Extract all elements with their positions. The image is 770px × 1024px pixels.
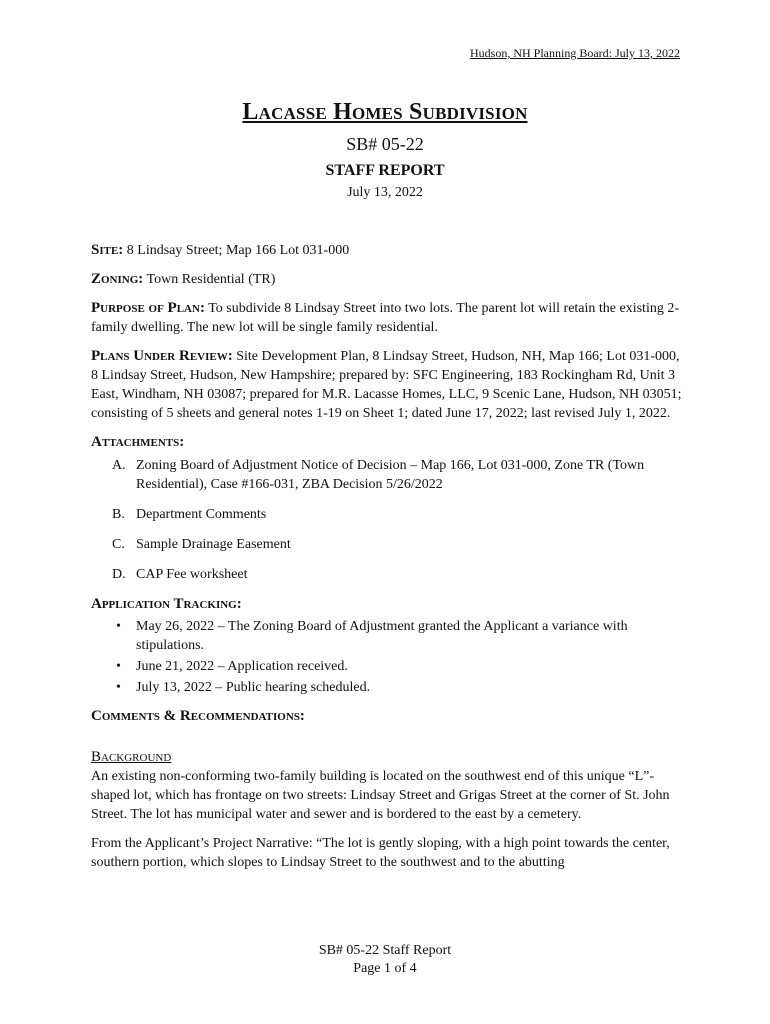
list-item-text: July 13, 2022 – Public hearing scheduled. xyxy=(136,680,371,695)
list-item-text: May 26, 2022 – The Zoning Board of Adjustment granted the Applicant a variance with stipulations. xyxy=(136,619,628,653)
purpose-label: Purpose of Plan: xyxy=(91,300,205,316)
narrative-paragraph: From the Applicant’s Project Narrative: “The lot is gently sloping, with a high point towards the center, southern portion, which slopes to Lindsay Street to the southwest and to the abutting xyxy=(91,836,670,870)
site-text: 8 Lindsay Street; Map 166 Lot 031-000 xyxy=(123,243,350,258)
plans-paragraph xyxy=(91,347,686,423)
list-item-text: CAP Fee worksheet xyxy=(136,567,248,582)
purpose-text: To subdivide 8 Lindsay Street into two lots. The parent lot will retain the existing 2-family dwelling. The new lot will be single family residential. xyxy=(91,301,679,335)
bullet-icon: • xyxy=(116,659,121,674)
report-body xyxy=(91,241,686,882)
report-date: July 13, 2022 xyxy=(347,185,423,200)
list-item-text: June 21, 2022 – Application received. xyxy=(136,659,348,674)
page-title: Lacasse Homes Subdivision xyxy=(242,99,528,125)
list-marker: B. xyxy=(112,507,125,522)
page-number: Page 1 of 4 xyxy=(353,961,417,976)
site-paragraph xyxy=(91,241,686,260)
list-item xyxy=(112,535,686,554)
list-marker: C. xyxy=(112,537,125,552)
list-item xyxy=(112,505,686,524)
tracking-list xyxy=(91,617,686,697)
plans-text: Site Development Plan, 8 Lindsay Street, Hudson, NH, Map 166; Lot 031-000, 8 Lindsay Street, Hudson, New Hampshire; prepared by: SFC Engineering, 183 Rockingham Rd, Unit 3 East, Windham, NH 03087; prepared for M.R. Lacasse Homes, LLC, 9 Scenic Lane, Hudson, NH 03051; consisting of 5 sheets and general notes 1-19 on Sheet 1; dated June 17, 2022; last revised July 1, 2022. xyxy=(91,349,682,421)
zoning-paragraph xyxy=(91,270,686,289)
attachments-list xyxy=(91,456,686,584)
list-item xyxy=(112,565,686,584)
site-label: Site: xyxy=(91,242,124,258)
zoning-text: Town Residential (TR) xyxy=(143,272,276,287)
comments-heading: Comments & Recommendations: xyxy=(91,708,305,724)
list-item xyxy=(116,617,686,655)
tracking-label: Application Tracking: xyxy=(91,596,242,612)
list-marker: A. xyxy=(112,458,126,473)
list-item-text: Zoning Board of Adjustment Notice of Decision – Map 166, Lot 031-000, Zone TR (Town Residential), Case #166-031, ZBA Decision 5/26/2022 xyxy=(136,458,645,492)
zoning-label: Zoning: xyxy=(91,271,144,287)
list-item-text: Sample Drainage Easement xyxy=(136,537,291,552)
list-item xyxy=(112,456,686,494)
list-marker: D. xyxy=(112,567,126,582)
bullet-icon: • xyxy=(116,619,121,634)
attachments-section xyxy=(91,433,686,584)
list-item xyxy=(116,678,686,697)
plans-label: Plans Under Review: xyxy=(91,348,233,364)
page-footer xyxy=(0,942,770,978)
tracking-section xyxy=(91,595,686,697)
purpose-paragraph xyxy=(91,299,686,337)
report-type: STAFF REPORT xyxy=(325,162,445,179)
list-item-text: Department Comments xyxy=(136,507,267,522)
header-note: Hudson, NH Planning Board: July 13, 2022 xyxy=(470,46,680,60)
bullet-icon: • xyxy=(116,680,121,695)
attachments-label: Attachments: xyxy=(91,434,185,450)
title-block xyxy=(0,97,770,202)
case-number: SB# 05-22 xyxy=(346,134,424,154)
background-heading: Background xyxy=(91,749,172,765)
list-item xyxy=(116,657,686,676)
footer-report-name: SB# 05-22 Staff Report xyxy=(318,943,452,958)
background-paragraph: An existing non-conforming two-family building is located on the southwest end of this unique “L”-shaped lot, which has frontage on two streets: Lindsay Street and Grigas Street at the corner of St. John Street. The lot has municipal water and sewer and is bordered to the east by a cemetery. xyxy=(91,769,670,822)
